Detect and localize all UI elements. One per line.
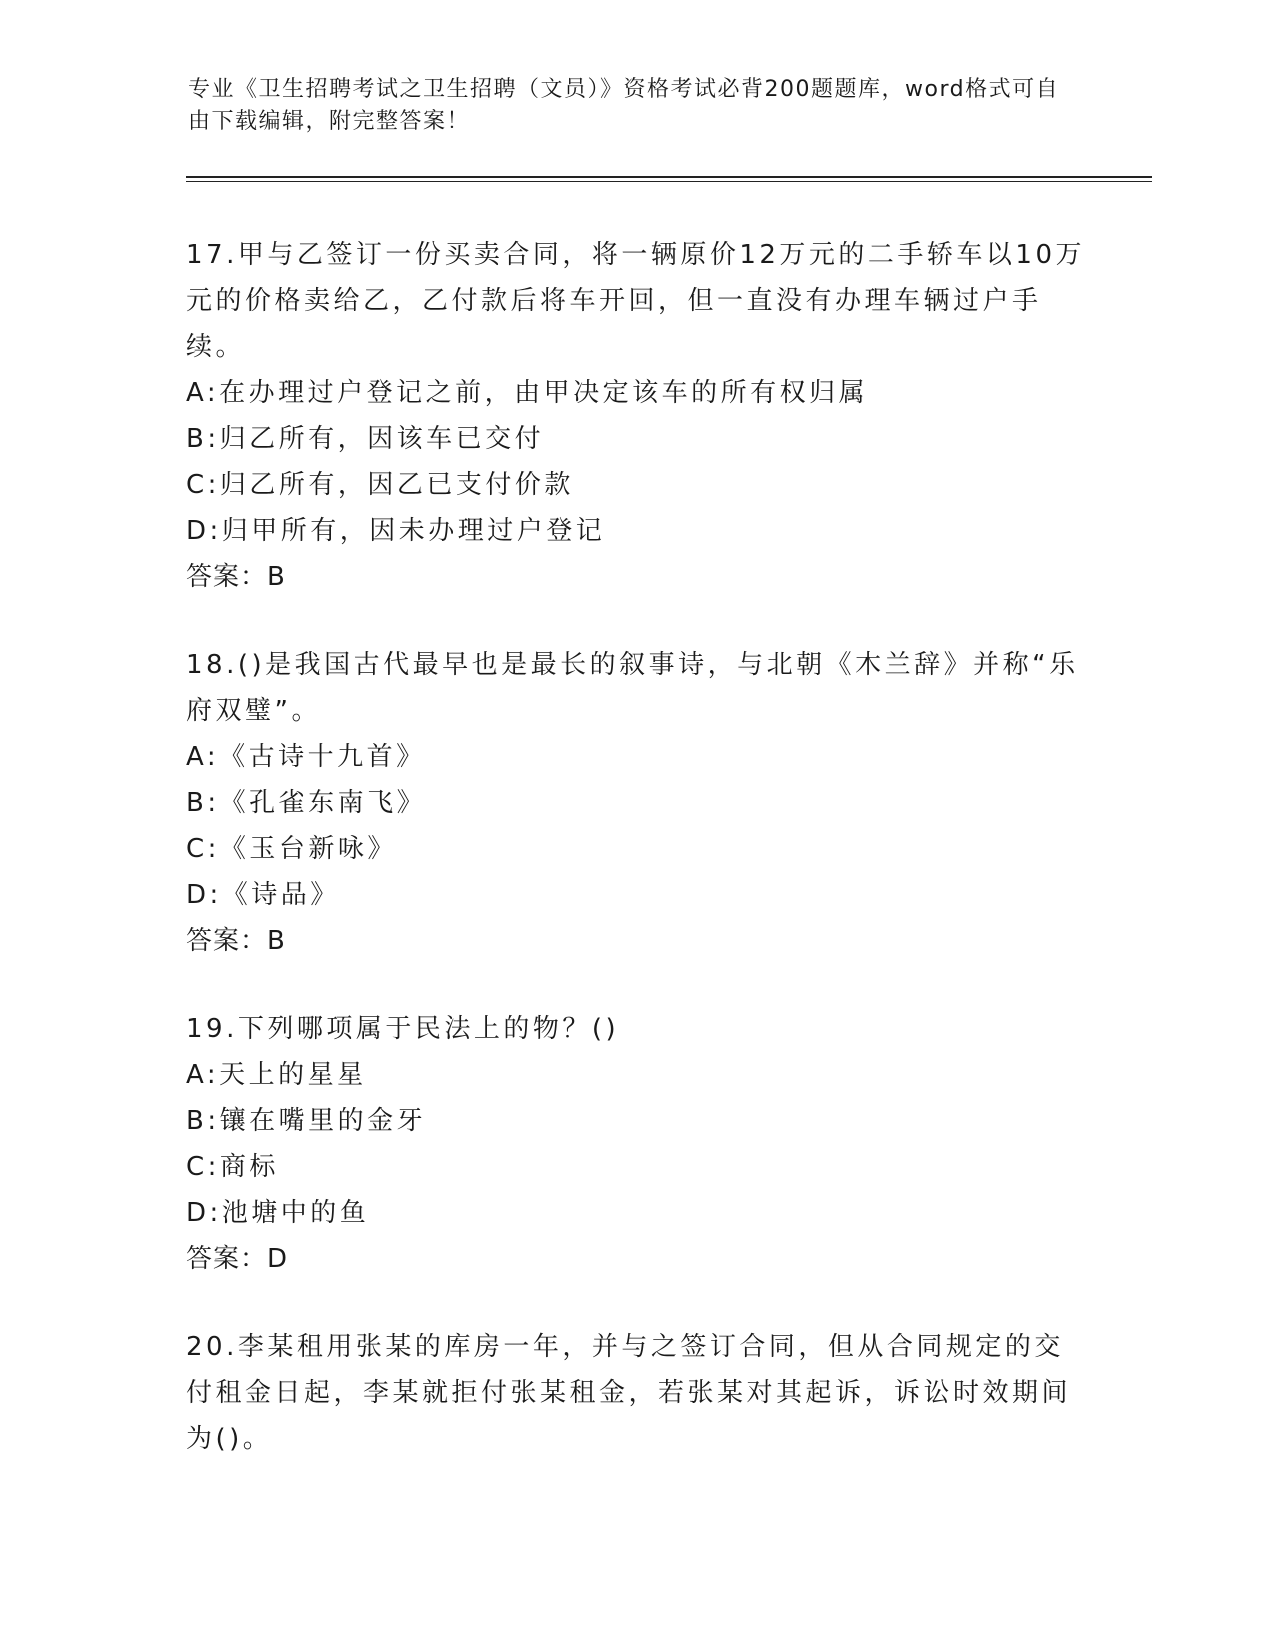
option-d: D:《诗品》 xyxy=(186,880,340,910)
option-b: B:归乙所有，因该车已交付 xyxy=(186,424,545,454)
answer-label: 答案：B xyxy=(186,562,286,592)
answer-label: 答案：D xyxy=(186,1244,289,1274)
option-a: A:《古诗十九首》 xyxy=(186,742,426,772)
answer-label: 答案：B xyxy=(186,926,286,956)
question-stem: 20.李某租用张某的库房一年，并与之签订合同，但从合同规定的交付租金日起，李某就拒付张某租金，若张某对其起诉，诉讼时效期间为()。 xyxy=(186,1332,1072,1454)
question-18 xyxy=(186,642,1086,964)
option-a: A:在办理过户登记之前，由甲决定该车的所有权归属 xyxy=(186,378,869,408)
question-stem: 19.下列哪项属于民法上的物？() xyxy=(186,1014,620,1044)
question-19 xyxy=(186,1006,1086,1282)
question-stem: 18.()是我国古代最早也是最长的叙事诗，与北朝《木兰辞》并称“乐府双璧”。 xyxy=(186,650,1079,726)
question-20 xyxy=(186,1324,1086,1462)
option-c: C:归乙所有，因乙已支付价款 xyxy=(186,470,574,500)
option-d: D:池塘中的鱼 xyxy=(186,1198,370,1228)
option-b: B:镶在嘴里的金牙 xyxy=(186,1106,427,1136)
question-stem: 17.甲与乙签订一份买卖合同，将一辆原价12万元的二手轿车以10万元的价格卖给乙，乙付款后将车开回，但一直没有办理车辆过户手续。 xyxy=(186,240,1086,362)
header-divider xyxy=(186,176,1152,182)
question-17 xyxy=(186,232,1086,600)
question-list xyxy=(186,232,1086,1504)
option-b: B:《孔雀东南飞》 xyxy=(186,788,427,818)
option-a: A:天上的星星 xyxy=(186,1060,367,1090)
document-header: 专业《卫生招聘考试之卫生招聘（文员）》资格考试必背200题题库，word格式可自由下载编辑，附完整答案！ xyxy=(188,77,1060,134)
option-c: C:商标 xyxy=(186,1152,279,1182)
option-c: C:《玉台新咏》 xyxy=(186,834,397,864)
option-d: D:归甲所有，因未办理过户登记 xyxy=(186,516,606,546)
